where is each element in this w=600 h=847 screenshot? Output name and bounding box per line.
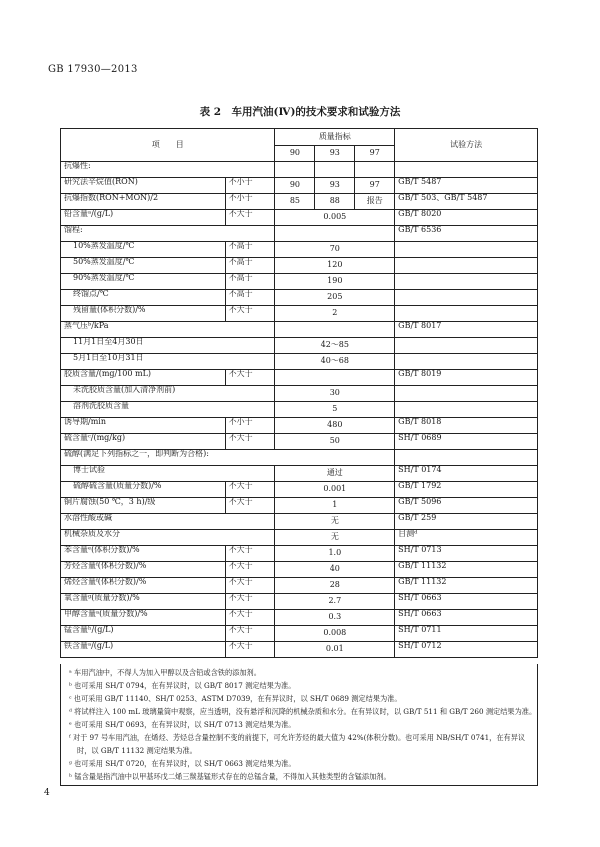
footnote: ᵇ 也可采用 SH/T 0794，在有异议时，以 GB/T 8017 测定结果为准。	[69, 681, 296, 690]
table-row	[61, 290, 538, 306]
table-row	[61, 306, 538, 322]
table-row	[61, 434, 538, 450]
row-label: 溶剂洗胶质含量	[61, 402, 275, 418]
footnotes	[60, 664, 538, 786]
table-caption: 表 2 车用汽油(Ⅳ)的技术要求和试验方法	[199, 106, 401, 118]
table-row	[61, 626, 538, 642]
row-value: 0.3	[275, 610, 395, 626]
row-value: 通过	[275, 466, 395, 482]
row-label: 终馏点/℃	[61, 290, 226, 306]
row-qualifier: 不小于	[225, 178, 275, 194]
row-method: SH/T 0712	[395, 642, 538, 658]
footnote: ᵈ 将试样注入 100 mL 玻璃量筒中观察，应当透明，没有悬浮和沉降的机械杂质和水分。在有异议时，以 GB/T 511 和 GB/T 260 测定结果为准。	[69, 707, 537, 716]
table-row	[61, 242, 538, 258]
row-label: 诱导期/min	[61, 418, 226, 434]
footnote: ᵉ 也可采用 SH/T 0693，在有异议时，以 SH/T 0713 测定结果为准。	[69, 720, 296, 729]
table-row	[61, 482, 538, 498]
table-row	[61, 370, 538, 386]
row-method: GB/T 6536	[395, 226, 538, 242]
row-qualifier: 不大于	[225, 546, 275, 562]
row-method: GB/T 503、GB/T 5487	[395, 194, 538, 210]
row-value: 85	[275, 194, 315, 210]
page-number: 4	[44, 788, 50, 798]
row-label: 锰含量ʰ/(g/L)	[61, 626, 226, 642]
row-method: SH/T 0713	[395, 546, 538, 562]
row-qualifier: 不大于	[225, 594, 275, 610]
row-value: 5	[275, 402, 395, 418]
grade-93: 93	[315, 146, 355, 162]
table-row	[61, 258, 538, 274]
row-method: SH/T 0689	[395, 434, 538, 450]
row-value: 88	[315, 194, 355, 210]
row-value: 190	[275, 274, 395, 290]
row-method: GB/T 8017	[395, 322, 538, 338]
row-method: GB/T 8019	[395, 370, 538, 386]
row-label: 机械杂质及水分	[61, 530, 275, 546]
row-value: 30	[275, 386, 395, 402]
row-label: 苯含量ᵉ(体积分数)/%	[61, 546, 226, 562]
row-label: 铅含量ᵃ/(g/L)	[61, 210, 226, 226]
row-qualifier: 不大于	[225, 306, 275, 322]
row-label: 胶质含量/(mg/100 mL)	[61, 370, 226, 386]
row-qualifier: 不大于	[225, 370, 275, 386]
table-row	[61, 514, 538, 530]
row-qualifier: 不高于	[225, 242, 275, 258]
row-label: 博士试验	[61, 466, 275, 482]
grade-97: 97	[355, 146, 395, 162]
row-qualifier: 不大于	[225, 610, 275, 626]
table-row	[61, 162, 538, 178]
row-label: 11月1日至4月30日	[61, 338, 275, 354]
row-qualifier: 不高于	[225, 290, 275, 306]
row-qualifier: 不大于	[225, 642, 275, 658]
row-value: 0.008	[275, 626, 395, 642]
row-method: GB/T 1792	[395, 482, 538, 498]
row-method: SH/T 0663	[395, 594, 538, 610]
row-qualifier: 不大于	[225, 562, 275, 578]
row-qualifier: 不大于	[225, 210, 275, 226]
table-row	[61, 594, 538, 610]
table-row	[61, 386, 538, 402]
row-label: 氧含量ᵍ(质量分数)/%	[61, 594, 226, 610]
footnote: ʰ 锰含量是指汽油中以甲基环戊二烯三羰基锰形式存在的总锰含量，不得加入其他类型的含锰添加剂。	[69, 772, 391, 781]
row-label: 90%蒸发温度/℃	[61, 274, 226, 290]
row-label: 抗爆性:	[61, 162, 275, 178]
row-value: 0.01	[275, 642, 395, 658]
row-label: 甲醇含量ᵃ(质量分数)/%	[61, 610, 226, 626]
row-label: 铁含量ᵃ/(g/L)	[61, 642, 226, 658]
row-qualifier: 不大于	[225, 434, 275, 450]
row-value: 42～85	[275, 338, 395, 354]
table-row	[61, 178, 538, 194]
row-method: GB/T 8018	[395, 418, 538, 434]
row-label: 未洗胶质含量(加入清净剂前)	[61, 386, 275, 402]
row-label: 研究法辛烷值(RON)	[61, 178, 226, 194]
row-qualifier: 不大于	[225, 626, 275, 642]
row-value: 报告	[355, 194, 395, 210]
row-value: 93	[315, 178, 355, 194]
row-method: SH/T 0174	[395, 466, 538, 482]
row-qualifier: 不大于	[225, 498, 275, 514]
row-label: 硫醇(满足下列指标之一，即判断为合格):	[61, 450, 395, 466]
row-qualifier: 不高于	[225, 274, 275, 290]
footnote: ᶠ 对于 97 号车用汽油，在烯烃、芳烃总含量控制不变的前提下，可允许芳烃的最大值为 42%(体积分数)。也可采用 NB/SH/T 0741，在有异议时，以 GB/T 11132 测定结果为准。	[69, 733, 526, 755]
col-header-method: 试验方法	[395, 129, 538, 162]
table-row	[61, 322, 538, 338]
row-label: 10%蒸发温度/℃	[61, 242, 226, 258]
row-label: 50%蒸发温度/℃	[61, 258, 226, 274]
row-label: 硫醇硫含量(质量分数)/%	[61, 482, 226, 498]
row-label: 烯烃含量ᶠ(体积分数)/%	[61, 578, 226, 594]
row-value: 70	[275, 242, 395, 258]
row-label: 铜片腐蚀(50 ℃，3 h)/级	[61, 498, 226, 514]
row-value: 40	[275, 562, 395, 578]
row-value: 2	[275, 306, 395, 322]
row-label: 芳烃含量ᶠ(体积分数)/%	[61, 562, 226, 578]
table-row	[61, 402, 538, 418]
grade-90: 90	[275, 146, 315, 162]
table-row	[61, 642, 538, 658]
table-row	[61, 338, 538, 354]
row-method: SH/T 0711	[395, 626, 538, 642]
row-value: 28	[275, 578, 395, 594]
table-row	[61, 578, 538, 594]
row-value: 0.001	[275, 482, 395, 498]
row-method: GB/T 11132	[395, 578, 538, 594]
row-method: 目测ᵈ	[395, 530, 538, 546]
row-label: 蒸气压ᵇ/kPa	[61, 322, 275, 338]
row-value: 1.0	[275, 546, 395, 562]
row-value: 2.7	[275, 594, 395, 610]
table-row	[61, 354, 538, 370]
row-value: 1	[275, 498, 395, 514]
table-row	[61, 226, 538, 242]
row-qualifier: 不大于	[225, 578, 275, 594]
col-header-quality: 质量指标	[275, 129, 395, 146]
table-row	[61, 530, 538, 546]
footnote: ᵍ 也可采用 SH/T 0720，在有异议时，以 SH/T 0663 测定结果为准。	[69, 759, 296, 768]
row-label: 5月1日至10月31日	[61, 354, 275, 370]
row-value: 无	[275, 530, 395, 546]
table-row	[61, 450, 538, 466]
row-value: 205	[275, 290, 395, 306]
col-header-item: 项 目	[61, 129, 275, 162]
row-value: 97	[355, 178, 395, 194]
row-method: GB/T 5487	[395, 178, 538, 194]
footnote: ᵃ 车用汽油中，不得人为加入甲醇以及含铅或含铁的添加剂。	[69, 668, 261, 677]
table-row	[61, 498, 538, 514]
row-value: 90	[275, 178, 315, 194]
table-row	[61, 418, 538, 434]
row-method: SH/T 0663	[395, 610, 538, 626]
table-row	[61, 210, 538, 226]
standard-header: GB 17930—2013	[48, 64, 138, 75]
row-label: 残留量(体积分数)/%	[61, 306, 226, 322]
row-label: 水溶性酸或碱	[61, 514, 275, 530]
table-row	[61, 194, 538, 210]
row-value: 480	[275, 418, 395, 434]
row-value: 0.005	[275, 210, 395, 226]
spec-table	[60, 128, 538, 658]
row-label: 硫含量ᶜ/(mg/kg)	[61, 434, 226, 450]
row-method: GB/T 5096	[395, 498, 538, 514]
row-value: 50	[275, 434, 395, 450]
row-value: 40～68	[275, 354, 395, 370]
table-row	[61, 466, 538, 482]
row-qualifier: 不小于	[225, 194, 275, 210]
row-method: GB/T 259	[395, 514, 538, 530]
row-qualifier: 不高于	[225, 258, 275, 274]
row-qualifier: 不小于	[225, 418, 275, 434]
row-value: 无	[275, 514, 395, 530]
table-row	[61, 546, 538, 562]
table-row	[61, 610, 538, 626]
row-label: 馏程:	[61, 226, 275, 242]
table-row	[61, 274, 538, 290]
row-label: 抗爆指数(RON+MON)/2	[61, 194, 226, 210]
row-method: GB/T 8020	[395, 210, 538, 226]
table-row	[61, 562, 538, 578]
row-method: GB/T 11132	[395, 562, 538, 578]
row-qualifier: 不大于	[225, 482, 275, 498]
footnote: ᶜ 也可采用 GB/T 11140、SH/T 0253、ASTM D7039，在有异议时，以 SH/T 0689 测定结果为准。	[69, 694, 402, 703]
row-value: 120	[275, 258, 395, 274]
